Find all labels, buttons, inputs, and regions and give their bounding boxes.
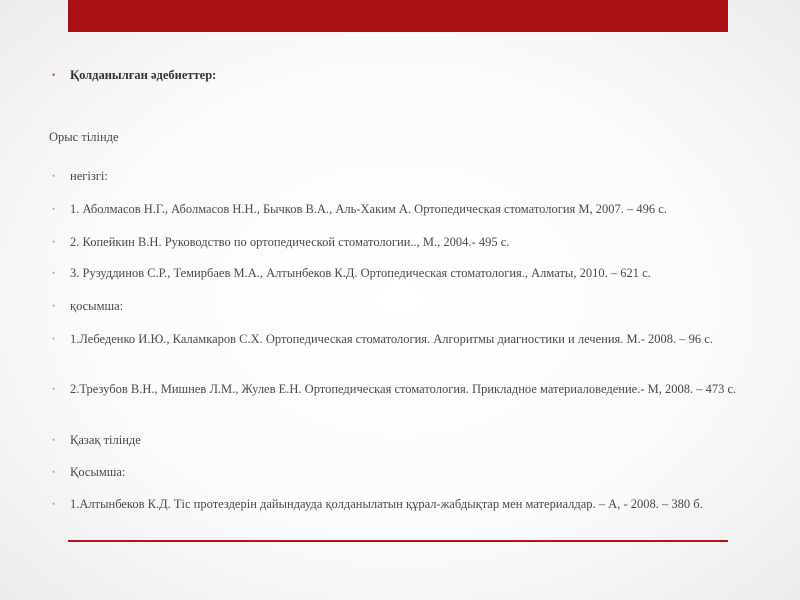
list-item-reference: 1.Лебеденко И.Ю., Каламкаров С.Х. Ортопедическая стоматология. Алгоритмы диагностики и лечения. М.- 2008. – 96 с. (70, 332, 713, 346)
list-bullet: • (52, 237, 56, 247)
russian-section-label: Орыс тілінде (49, 130, 119, 144)
list-bullet: • (52, 384, 56, 394)
top-accent-bar (68, 0, 728, 32)
list-bullet: • (52, 435, 56, 445)
list-item-reference: 1.Алтынбеков К.Д. Тіс протездерін дайындауда қолданылатын құрал-жабдықтар мен материалдар. – А, - 2008. – 380 б. (70, 497, 703, 511)
list-item-main-heading: негізгі: (70, 169, 108, 183)
list-bullet: • (52, 467, 56, 477)
bottom-divider (68, 540, 728, 542)
list-item-reference: 1. Аболмасов Н.Г., Аболмасов Н.Н., Бычков В.А., Аль-Хаким А. Ортопедическая стоматология М, 2007. – 496 с. (70, 202, 667, 216)
list-item-kazakh-section: Қазақ тілінде (70, 433, 141, 447)
list-bullet: • (52, 268, 56, 278)
list-item-reference: 2.Трезубов В.Н., Мишнев Л.М., Жулев Е.Н. Ортопедическая стоматология. Прикладное материаловедение.- М, 2008. – 473 с. (70, 382, 737, 396)
list-item-reference: 3. Рузуддинов С.Р., Темирбаев М.А., Алтынбеков К.Д. Ортопедическая стоматология., Алматы, 2010. – 621 с. (70, 266, 651, 280)
list-bullet: • (52, 334, 56, 344)
list-bullet: • (52, 499, 56, 509)
heading-bullet: • (52, 70, 56, 80)
list-item-reference: 2. Копейкин В.Н. Руководство по ортопедической стоматологии.., М., 2004.- 495 с. (70, 235, 510, 249)
list-bullet: • (52, 171, 56, 181)
slide-heading: Қолданылған әдебиеттер: (70, 68, 217, 82)
list-bullet: • (52, 301, 56, 311)
list-bullet: • (52, 204, 56, 214)
list-item-kazakh-additional-heading: Қосымша: (70, 465, 126, 479)
list-item-additional-heading: қосымша: (70, 299, 124, 313)
